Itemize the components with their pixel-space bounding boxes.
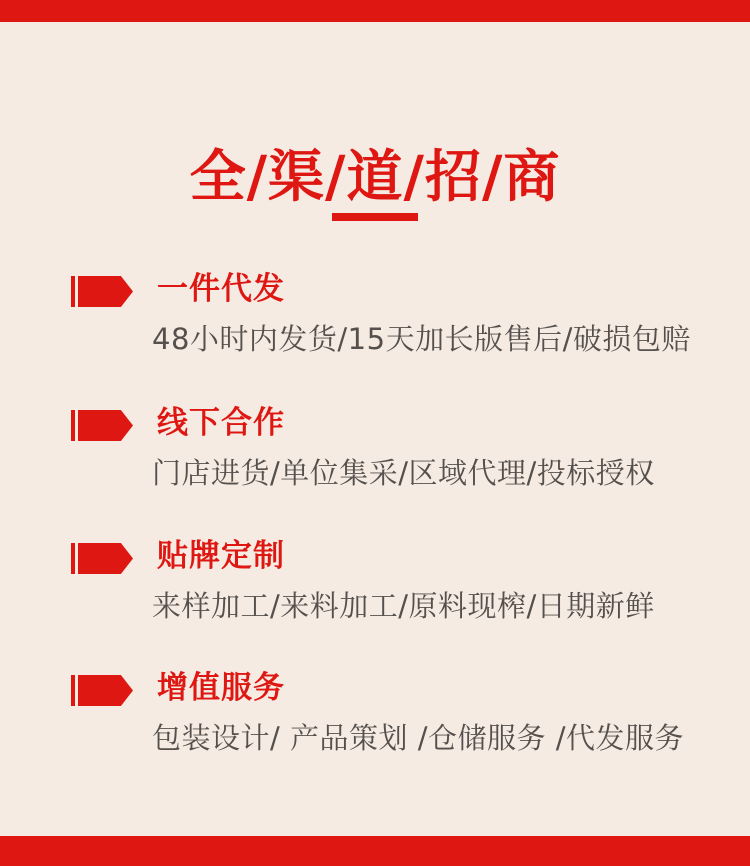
title-underline — [332, 213, 418, 221]
arrow-body — [78, 410, 133, 441]
bottom-red-bar — [0, 836, 750, 866]
feature-details: 包装设计/ 产品策划 /仓储服务 /代发服务 — [152, 721, 684, 755]
arrow-stripe — [71, 276, 75, 307]
arrow-body — [78, 543, 133, 574]
feature-heading: 一件代发 — [157, 271, 285, 307]
feature-heading: 线下合作 — [157, 405, 285, 441]
right-arrow-icon — [71, 543, 133, 574]
feature-heading: 增值服务 — [157, 670, 285, 706]
feature-details: 来样加工/来料加工/原料现榨/日期新鲜 — [152, 589, 655, 623]
top-red-bar — [0, 0, 750, 22]
arrow-stripe — [71, 675, 75, 706]
feature-section-dropship — [0, 273, 750, 385]
feature-details: 门店进货/单位集采/区域代理/投标授权 — [152, 456, 655, 490]
arrow-body — [78, 675, 133, 706]
arrow-stripe — [71, 410, 75, 441]
feature-section-oem — [0, 540, 750, 652]
right-arrow-icon — [71, 276, 133, 307]
right-arrow-icon — [71, 675, 133, 706]
feature-section-value-added — [0, 672, 750, 784]
arrow-body — [78, 276, 133, 307]
page-header — [0, 144, 750, 221]
arrow-stripe — [71, 543, 75, 574]
feature-section-offline-coop — [0, 407, 750, 519]
feature-details: 48小时内发货/15天加长版售后/破损包赔 — [152, 322, 691, 356]
feature-heading: 贴牌定制 — [157, 538, 285, 574]
right-arrow-icon — [71, 410, 133, 441]
page-title: 全/渠/道/招/商 — [189, 144, 561, 210]
